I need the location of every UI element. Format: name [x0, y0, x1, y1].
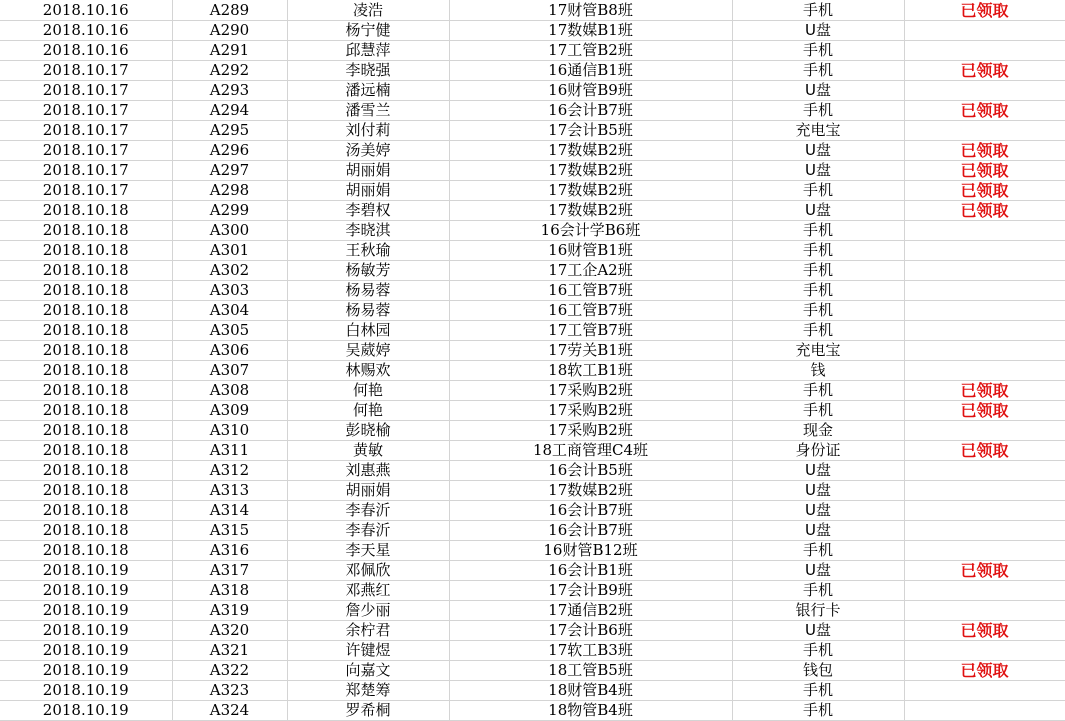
cell-status[interactable]: 已领取	[904, 401, 1065, 421]
cell-name[interactable]: 杨易蓉	[287, 301, 449, 321]
cell-class[interactable]: 17采购B2班	[449, 421, 732, 441]
cell-status[interactable]	[904, 121, 1065, 141]
cell-date[interactable]: 2018.10.17	[0, 141, 172, 161]
cell-record-id[interactable]: A313	[172, 481, 287, 501]
cell-name[interactable]: 李天星	[287, 541, 449, 561]
cell-item[interactable]: 手机	[732, 221, 904, 241]
cell-name[interactable]: 郑楚筹	[287, 681, 449, 701]
table-row	[0, 241, 1065, 261]
cell-date[interactable]: 2018.10.17	[0, 81, 172, 101]
cell-date[interactable]: 2018.10.18	[0, 261, 172, 281]
cell-status[interactable]: 已领取	[904, 101, 1065, 121]
table-row	[0, 341, 1065, 361]
cell-record-id[interactable]: A304	[172, 301, 287, 321]
cell-item[interactable]: 手机	[732, 261, 904, 281]
cell-date[interactable]: 2018.10.19	[0, 621, 172, 641]
cell-name[interactable]: 李晓强	[287, 61, 449, 81]
cell-name[interactable]: 白林园	[287, 321, 449, 341]
cell-name[interactable]: 向嘉文	[287, 661, 449, 681]
cell-class[interactable]: 18财管B4班	[449, 681, 732, 701]
cell-status[interactable]: 已领取	[904, 0, 1065, 21]
cell-item[interactable]: U盘	[732, 521, 904, 541]
cell-class[interactable]: 17软工B3班	[449, 641, 732, 661]
cell-record-id[interactable]: A322	[172, 661, 287, 681]
cell-date[interactable]: 2018.10.18	[0, 401, 172, 421]
cell-name[interactable]: 李春沂	[287, 501, 449, 521]
cell-item[interactable]: U盘	[732, 481, 904, 501]
table-row	[0, 701, 1065, 721]
cell-status[interactable]	[904, 261, 1065, 281]
cell-name[interactable]: 李春沂	[287, 521, 449, 541]
cell-class[interactable]: 16工管B7班	[449, 281, 732, 301]
cell-item[interactable]: 手机	[732, 101, 904, 121]
table-row	[0, 661, 1065, 681]
cell-class[interactable]: 17工企A2班	[449, 261, 732, 281]
cell-record-id[interactable]: A298	[172, 181, 287, 201]
table-row	[0, 461, 1065, 481]
cell-record-id[interactable]: A324	[172, 701, 287, 721]
cell-status[interactable]	[904, 41, 1065, 61]
cell-class[interactable]: 17会计B9班	[449, 581, 732, 601]
cell-record-id[interactable]: A293	[172, 81, 287, 101]
cell-item[interactable]: 手机	[732, 641, 904, 661]
cell-name[interactable]: 胡丽娟	[287, 481, 449, 501]
cell-name[interactable]: 杨敏芳	[287, 261, 449, 281]
cell-item[interactable]: U盘	[732, 501, 904, 521]
table-row	[0, 161, 1065, 181]
cell-class[interactable]: 18工商管理C4班	[449, 441, 732, 461]
cell-record-id[interactable]: A294	[172, 101, 287, 121]
table-row	[0, 481, 1065, 501]
table-row	[0, 681, 1065, 701]
cell-record-id[interactable]: A301	[172, 241, 287, 261]
table-row	[0, 601, 1065, 621]
cell-record-id[interactable]: A314	[172, 501, 287, 521]
table-row	[0, 0, 1065, 21]
table-row	[0, 541, 1065, 561]
cell-record-id[interactable]: A292	[172, 61, 287, 81]
cell-name[interactable]: 刘付莉	[287, 121, 449, 141]
cell-status[interactable]	[904, 321, 1065, 341]
cell-name[interactable]: 余柠君	[287, 621, 449, 641]
cell-date[interactable]: 2018.10.16	[0, 41, 172, 61]
cell-class[interactable]: 17财管B8班	[449, 0, 732, 21]
cell-class[interactable]: 17数媒B2班	[449, 201, 732, 221]
cell-date[interactable]: 2018.10.19	[0, 681, 172, 701]
cell-date[interactable]: 2018.10.18	[0, 321, 172, 341]
cell-status[interactable]	[904, 461, 1065, 481]
cell-class[interactable]: 16会计B7班	[449, 521, 732, 541]
cell-status[interactable]	[904, 281, 1065, 301]
cell-name[interactable]: 罗希桐	[287, 701, 449, 721]
cell-name[interactable]: 王秋瑜	[287, 241, 449, 261]
cell-status[interactable]	[904, 701, 1065, 721]
cell-item[interactable]: U盘	[732, 81, 904, 101]
cell-status[interactable]	[904, 421, 1065, 441]
cell-status[interactable]: 已领取	[904, 621, 1065, 641]
cell-item[interactable]: U盘	[732, 461, 904, 481]
cell-record-id[interactable]: A317	[172, 561, 287, 581]
cell-status[interactable]	[904, 361, 1065, 381]
cell-date[interactable]: 2018.10.19	[0, 561, 172, 581]
cell-status[interactable]: 已领取	[904, 61, 1065, 81]
table-row	[0, 101, 1065, 121]
cell-record-id[interactable]: A316	[172, 541, 287, 561]
cell-status[interactable]	[904, 581, 1065, 601]
cell-date[interactable]: 2018.10.18	[0, 441, 172, 461]
cell-class[interactable]: 16财管B12班	[449, 541, 732, 561]
cell-item[interactable]: U盘	[732, 161, 904, 181]
cell-class[interactable]: 16财管B1班	[449, 241, 732, 261]
cell-record-id[interactable]: A307	[172, 361, 287, 381]
cell-date[interactable]: 2018.10.18	[0, 461, 172, 481]
cell-date[interactable]: 2018.10.19	[0, 601, 172, 621]
table-row	[0, 261, 1065, 281]
table-row	[0, 41, 1065, 61]
cell-item[interactable]: 手机	[732, 381, 904, 401]
table-row	[0, 401, 1065, 421]
cell-status[interactable]: 已领取	[904, 441, 1065, 461]
cell-class[interactable]: 17数媒B2班	[449, 181, 732, 201]
cell-class[interactable]: 16会计学B6班	[449, 221, 732, 241]
table-row	[0, 181, 1065, 201]
cell-status[interactable]	[904, 301, 1065, 321]
cell-name[interactable]: 李碧权	[287, 201, 449, 221]
cell-name[interactable]: 潘远楠	[287, 81, 449, 101]
cell-date[interactable]: 2018.10.19	[0, 641, 172, 661]
table-row	[0, 301, 1065, 321]
cell-date[interactable]: 2018.10.17	[0, 161, 172, 181]
cell-item[interactable]: 银行卡	[732, 601, 904, 621]
cell-date[interactable]: 2018.10.18	[0, 221, 172, 241]
cell-item[interactable]: 手机	[732, 321, 904, 341]
cell-name[interactable]: 邓佩欣	[287, 561, 449, 581]
cell-status[interactable]: 已领取	[904, 201, 1065, 221]
table-row	[0, 581, 1065, 601]
cell-status[interactable]: 已领取	[904, 161, 1065, 181]
table-row	[0, 61, 1065, 81]
cell-date[interactable]: 2018.10.18	[0, 381, 172, 401]
cell-class[interactable]: 17数媒B2班	[449, 161, 732, 181]
cell-class[interactable]: 17工管B7班	[449, 321, 732, 341]
table-row	[0, 501, 1065, 521]
cell-status[interactable]: 已领取	[904, 661, 1065, 681]
cell-status[interactable]	[904, 241, 1065, 261]
cell-class[interactable]: 16会计B1班	[449, 561, 732, 581]
table-row	[0, 201, 1065, 221]
cell-class[interactable]: 17数媒B2班	[449, 481, 732, 501]
cell-class[interactable]: 16通信B1班	[449, 61, 732, 81]
cell-name[interactable]: 黄敏	[287, 441, 449, 461]
cell-record-id[interactable]: A290	[172, 21, 287, 41]
cell-name[interactable]: 何艳	[287, 381, 449, 401]
cell-name[interactable]: 凌浩	[287, 0, 449, 21]
cell-date[interactable]: 2018.10.17	[0, 61, 172, 81]
cell-class[interactable]: 16会计B7班	[449, 101, 732, 121]
cell-record-id[interactable]: A308	[172, 381, 287, 401]
cell-item[interactable]: 手机	[732, 41, 904, 61]
table-row	[0, 361, 1065, 381]
cell-status[interactable]: 已领取	[904, 141, 1065, 161]
cell-status[interactable]	[904, 541, 1065, 561]
cell-name[interactable]: 胡丽娟	[287, 181, 449, 201]
cell-name[interactable]: 邓燕红	[287, 581, 449, 601]
cell-record-id[interactable]: A320	[172, 621, 287, 641]
cell-record-id[interactable]: A303	[172, 281, 287, 301]
cell-item[interactable]: U盘	[732, 561, 904, 581]
cell-class[interactable]: 16财管B9班	[449, 81, 732, 101]
cell-name[interactable]: 胡丽娟	[287, 161, 449, 181]
cell-item[interactable]: U盘	[732, 141, 904, 161]
cell-name[interactable]: 许键煜	[287, 641, 449, 661]
table-row	[0, 21, 1065, 41]
cell-date[interactable]: 2018.10.18	[0, 521, 172, 541]
cell-date[interactable]: 2018.10.18	[0, 301, 172, 321]
cell-record-id[interactable]: A295	[172, 121, 287, 141]
cell-record-id[interactable]: A309	[172, 401, 287, 421]
cell-date[interactable]: 2018.10.17	[0, 101, 172, 121]
cell-date[interactable]: 2018.10.17	[0, 181, 172, 201]
cell-class[interactable]: 16会计B7班	[449, 501, 732, 521]
cell-status[interactable]	[904, 501, 1065, 521]
cell-class[interactable]: 17会计B5班	[449, 121, 732, 141]
table-row	[0, 141, 1065, 161]
cell-class[interactable]: 17劳关B1班	[449, 341, 732, 361]
cell-name[interactable]: 刘惠燕	[287, 461, 449, 481]
cell-class[interactable]: 16会计B5班	[449, 461, 732, 481]
table-row	[0, 381, 1065, 401]
cell-status[interactable]	[904, 641, 1065, 661]
cell-name[interactable]: 林赐欢	[287, 361, 449, 381]
cell-record-id[interactable]: A318	[172, 581, 287, 601]
cell-record-id[interactable]: A312	[172, 461, 287, 481]
cell-record-id[interactable]: A297	[172, 161, 287, 181]
cell-class[interactable]: 17工管B2班	[449, 41, 732, 61]
cell-date[interactable]: 2018.10.18	[0, 361, 172, 381]
cell-status[interactable]	[904, 21, 1065, 41]
cell-item[interactable]: 充电宝	[732, 341, 904, 361]
cell-date[interactable]: 2018.10.18	[0, 341, 172, 361]
cell-status[interactable]: 已领取	[904, 561, 1065, 581]
cell-class[interactable]: 17采购B2班	[449, 381, 732, 401]
cell-item[interactable]: 手机	[732, 181, 904, 201]
cell-item[interactable]: 现金	[732, 421, 904, 441]
cell-status[interactable]	[904, 521, 1065, 541]
cell-name[interactable]: 杨宁健	[287, 21, 449, 41]
cell-class[interactable]: 18软工B1班	[449, 361, 732, 381]
cell-date[interactable]: 2018.10.18	[0, 241, 172, 261]
cell-class[interactable]: 18物管B4班	[449, 701, 732, 721]
cell-item[interactable]: 手机	[732, 541, 904, 561]
cell-item[interactable]: 手机	[732, 681, 904, 701]
cell-item[interactable]: U盘	[732, 621, 904, 641]
table-row	[0, 641, 1065, 661]
cell-status[interactable]	[904, 481, 1065, 501]
cell-record-id[interactable]: A289	[172, 0, 287, 21]
cell-item[interactable]: U盘	[732, 201, 904, 221]
table-row	[0, 121, 1065, 141]
table-row	[0, 281, 1065, 301]
cell-name[interactable]: 吴葳婷	[287, 341, 449, 361]
cell-status[interactable]	[904, 81, 1065, 101]
table-row	[0, 621, 1065, 641]
cell-record-id[interactable]: A305	[172, 321, 287, 341]
cell-name[interactable]: 彭晓榆	[287, 421, 449, 441]
cell-status[interactable]: 已领取	[904, 181, 1065, 201]
cell-item[interactable]: U盘	[732, 21, 904, 41]
cell-name[interactable]: 何艳	[287, 401, 449, 421]
cell-status[interactable]	[904, 681, 1065, 701]
table-row	[0, 421, 1065, 441]
cell-class[interactable]: 17采购B2班	[449, 401, 732, 421]
cell-record-id[interactable]: A299	[172, 201, 287, 221]
cell-class[interactable]: 17会计B6班	[449, 621, 732, 641]
cell-item[interactable]: 手机	[732, 61, 904, 81]
cell-date[interactable]: 2018.10.19	[0, 581, 172, 601]
cell-record-id[interactable]: A296	[172, 141, 287, 161]
cell-item[interactable]: 身份证	[732, 441, 904, 461]
cell-name[interactable]: 詹少丽	[287, 601, 449, 621]
cell-date[interactable]: 2018.10.16	[0, 21, 172, 41]
cell-date[interactable]: 2018.10.18	[0, 201, 172, 221]
table-row	[0, 441, 1065, 461]
cell-name[interactable]: 杨易蓉	[287, 281, 449, 301]
cell-status[interactable]	[904, 221, 1065, 241]
cell-date[interactable]: 2018.10.18	[0, 481, 172, 501]
cell-item[interactable]: 钱包	[732, 661, 904, 681]
cell-item[interactable]: 手机	[732, 241, 904, 261]
table-row	[0, 521, 1065, 541]
cell-name[interactable]: 李晓淇	[287, 221, 449, 241]
cell-record-id[interactable]: A311	[172, 441, 287, 461]
cell-date[interactable]: 2018.10.16	[0, 0, 172, 21]
cell-class[interactable]: 17通信B2班	[449, 601, 732, 621]
cell-record-id[interactable]: A300	[172, 221, 287, 241]
cell-record-id[interactable]: A302	[172, 261, 287, 281]
cell-date[interactable]: 2018.10.18	[0, 421, 172, 441]
cell-record-id[interactable]: A321	[172, 641, 287, 661]
table-row	[0, 321, 1065, 341]
cell-item[interactable]: 手机	[732, 701, 904, 721]
cell-class[interactable]: 18工管B5班	[449, 661, 732, 681]
cell-date[interactable]: 2018.10.19	[0, 701, 172, 721]
cell-item[interactable]: 钱	[732, 361, 904, 381]
cell-record-id[interactable]: A315	[172, 521, 287, 541]
cell-date[interactable]: 2018.10.18	[0, 281, 172, 301]
cell-name[interactable]: 潘雪兰	[287, 101, 449, 121]
cell-item[interactable]: 手机	[732, 281, 904, 301]
cell-status[interactable]	[904, 341, 1065, 361]
cell-item[interactable]: 手机	[732, 0, 904, 21]
cell-date[interactable]: 2018.10.19	[0, 661, 172, 681]
cell-record-id[interactable]: A306	[172, 341, 287, 361]
cell-class[interactable]: 16工管B7班	[449, 301, 732, 321]
cell-item[interactable]: 充电宝	[732, 121, 904, 141]
cell-status[interactable]: 已领取	[904, 381, 1065, 401]
cell-record-id[interactable]: A291	[172, 41, 287, 61]
cell-item[interactable]: 手机	[732, 581, 904, 601]
cell-date[interactable]: 2018.10.18	[0, 541, 172, 561]
cell-record-id[interactable]: A310	[172, 421, 287, 441]
cell-record-id[interactable]: A319	[172, 601, 287, 621]
table-row	[0, 561, 1065, 581]
cell-record-id[interactable]: A323	[172, 681, 287, 701]
cell-class[interactable]: 17数媒B1班	[449, 21, 732, 41]
cell-date[interactable]: 2018.10.18	[0, 501, 172, 521]
table-row	[0, 81, 1065, 101]
cell-class[interactable]: 17数媒B2班	[449, 141, 732, 161]
cell-item[interactable]: 手机	[732, 301, 904, 321]
cell-date[interactable]: 2018.10.17	[0, 121, 172, 141]
cell-name[interactable]: 汤美婷	[287, 141, 449, 161]
cell-item[interactable]: 手机	[732, 401, 904, 421]
table-row	[0, 221, 1065, 241]
cell-name[interactable]: 邱慧萍	[287, 41, 449, 61]
cell-status[interactable]	[904, 601, 1065, 621]
